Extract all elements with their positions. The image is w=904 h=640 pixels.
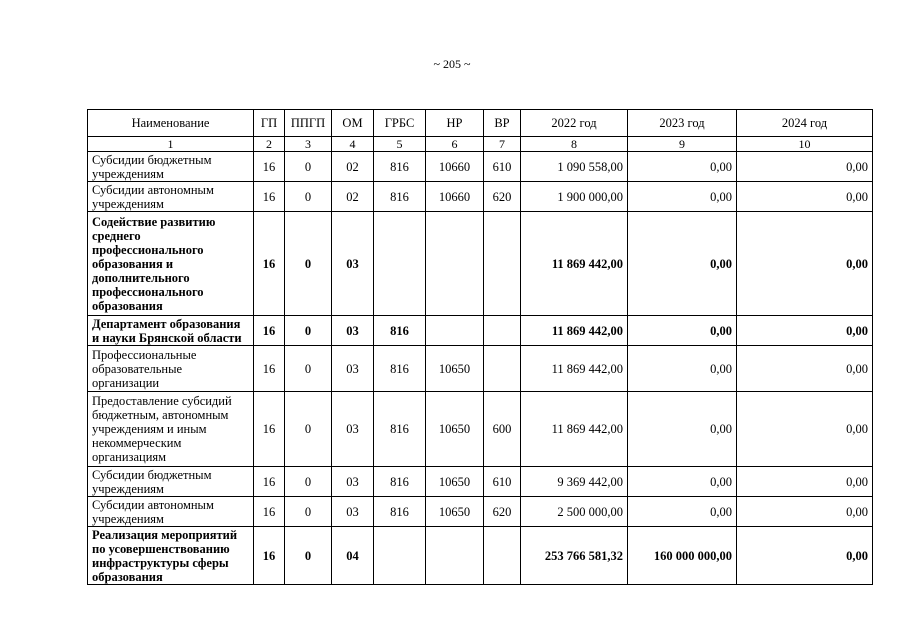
table-row — [88, 152, 873, 182]
amount-2022-cell: 1 900 000,00 — [521, 182, 628, 212]
table-row — [88, 527, 873, 585]
vr-cell — [484, 316, 521, 346]
row-name-cell: Субсидии бюджетным учреждениям — [88, 467, 254, 497]
amount-2023-cell: 160 000 000,00 — [628, 527, 737, 585]
nr-cell — [426, 527, 484, 585]
table-row — [88, 212, 873, 316]
amount-2022-cell: 11 869 442,00 — [521, 316, 628, 346]
amount-2023-cell: 0,00 — [628, 392, 737, 467]
column-number: 10 — [737, 137, 873, 152]
om-cell: 03 — [332, 316, 374, 346]
header-grbs: ГРБС — [374, 110, 426, 137]
table-row — [88, 392, 873, 467]
om-cell: 03 — [332, 467, 374, 497]
amount-2023-cell: 0,00 — [628, 212, 737, 316]
nr-cell: 10650 — [426, 392, 484, 467]
nr-cell — [426, 212, 484, 316]
column-number: 8 — [521, 137, 628, 152]
amount-2023-cell: 0,00 — [628, 497, 737, 527]
gp-cell: 16 — [254, 346, 285, 392]
budget-table — [87, 109, 873, 585]
grbs-cell — [374, 527, 426, 585]
amount-2023-cell: 0,00 — [628, 316, 737, 346]
header-om: ОМ — [332, 110, 374, 137]
nr-cell — [426, 316, 484, 346]
amount-2023-cell: 0,00 — [628, 467, 737, 497]
ppgp-cell: 0 — [285, 497, 332, 527]
vr-cell: 620 — [484, 497, 521, 527]
gp-cell: 16 — [254, 527, 285, 585]
header-gp: ГП — [254, 110, 285, 137]
grbs-cell: 816 — [374, 316, 426, 346]
column-number: 6 — [426, 137, 484, 152]
gp-cell: 16 — [254, 467, 285, 497]
table-row — [88, 182, 873, 212]
nr-cell: 10650 — [426, 497, 484, 527]
amount-2023-cell: 0,00 — [628, 152, 737, 182]
header-2024: 2024 год — [737, 110, 873, 137]
table-body — [88, 152, 873, 585]
row-name-cell: Профессиональные образовательные организации — [88, 346, 254, 392]
om-cell: 02 — [332, 182, 374, 212]
ppgp-cell: 0 — [285, 316, 332, 346]
om-cell: 03 — [332, 497, 374, 527]
om-cell: 04 — [332, 527, 374, 585]
amount-2024-cell: 0,00 — [737, 182, 873, 212]
column-number: 9 — [628, 137, 737, 152]
row-name-cell: Содействие развитию среднего профессионального образования и дополнительного профессионального образования — [88, 212, 254, 316]
ppgp-cell: 0 — [285, 392, 332, 467]
vr-cell: 620 — [484, 182, 521, 212]
row-name-cell: Субсидии автономным учреждениям — [88, 182, 254, 212]
ppgp-cell: 0 — [285, 527, 332, 585]
vr-cell: 610 — [484, 152, 521, 182]
amount-2023-cell: 0,00 — [628, 346, 737, 392]
row-name-cell: Субсидии бюджетным учреждениям — [88, 152, 254, 182]
table-row — [88, 497, 873, 527]
header-2022: 2022 год — [521, 110, 628, 137]
om-cell: 03 — [332, 212, 374, 316]
vr-cell — [484, 527, 521, 585]
page-number: ~ 205 ~ — [433, 57, 471, 71]
gp-cell: 16 — [254, 497, 285, 527]
amount-2024-cell: 0,00 — [737, 212, 873, 316]
column-number: 5 — [374, 137, 426, 152]
grbs-cell: 816 — [374, 346, 426, 392]
vr-cell — [484, 346, 521, 392]
amount-2022-cell: 1 090 558,00 — [521, 152, 628, 182]
row-name-cell: Субсидии автономным учреждениям — [88, 497, 254, 527]
amount-2022-cell: 11 869 442,00 — [521, 212, 628, 316]
row-name-cell: Департамент образования и науки Брянской области — [88, 316, 254, 346]
gp-cell: 16 — [254, 182, 285, 212]
amount-2024-cell: 0,00 — [737, 527, 873, 585]
header-ppgp: ППГП — [285, 110, 332, 137]
row-name-cell: Предоставление субсидий бюджетным, автономным учреждениям и иным некоммерческим организациям — [88, 392, 254, 467]
nr-cell: 10660 — [426, 182, 484, 212]
amount-2022-cell: 9 369 442,00 — [521, 467, 628, 497]
grbs-cell: 816 — [374, 152, 426, 182]
header-vr: ВР — [484, 110, 521, 137]
grbs-cell: 816 — [374, 467, 426, 497]
amount-2022-cell: 253 766 581,32 — [521, 527, 628, 585]
ppgp-cell: 0 — [285, 152, 332, 182]
table-row — [88, 467, 873, 497]
amount-2024-cell: 0,00 — [737, 467, 873, 497]
amount-2024-cell: 0,00 — [737, 152, 873, 182]
header-2023: 2023 год — [628, 110, 737, 137]
gp-cell: 16 — [254, 392, 285, 467]
vr-cell: 600 — [484, 392, 521, 467]
column-number: 3 — [285, 137, 332, 152]
grbs-cell: 816 — [374, 182, 426, 212]
header-name: Наименование — [88, 110, 254, 137]
om-cell: 02 — [332, 152, 374, 182]
table-header-row — [88, 110, 873, 137]
amount-2024-cell: 0,00 — [737, 316, 873, 346]
grbs-cell — [374, 212, 426, 316]
column-number: 7 — [484, 137, 521, 152]
grbs-cell: 816 — [374, 392, 426, 467]
om-cell: 03 — [332, 392, 374, 467]
column-number: 1 — [88, 137, 254, 152]
ppgp-cell: 0 — [285, 182, 332, 212]
om-cell: 03 — [332, 346, 374, 392]
gp-cell: 16 — [254, 152, 285, 182]
amount-2022-cell: 11 869 442,00 — [521, 346, 628, 392]
gp-cell: 16 — [254, 212, 285, 316]
nr-cell: 10650 — [426, 346, 484, 392]
header-nr: НР — [426, 110, 484, 137]
amount-2023-cell: 0,00 — [628, 182, 737, 212]
table-row — [88, 346, 873, 392]
ppgp-cell: 0 — [285, 212, 332, 316]
amount-2022-cell: 2 500 000,00 — [521, 497, 628, 527]
ppgp-cell: 0 — [285, 346, 332, 392]
column-number: 4 — [332, 137, 374, 152]
nr-cell: 10650 — [426, 467, 484, 497]
amount-2024-cell: 0,00 — [737, 497, 873, 527]
vr-cell — [484, 212, 521, 316]
grbs-cell: 816 — [374, 497, 426, 527]
vr-cell: 610 — [484, 467, 521, 497]
row-name-cell: Реализация мероприятий по усовершенствованию инфраструктуры сферы образования — [88, 527, 254, 585]
column-number: 2 — [254, 137, 285, 152]
amount-2022-cell: 11 869 442,00 — [521, 392, 628, 467]
column-number-row — [88, 137, 873, 152]
amount-2024-cell: 0,00 — [737, 346, 873, 392]
amount-2024-cell: 0,00 — [737, 392, 873, 467]
gp-cell: 16 — [254, 316, 285, 346]
table-row — [88, 316, 873, 346]
ppgp-cell: 0 — [285, 467, 332, 497]
nr-cell: 10660 — [426, 152, 484, 182]
